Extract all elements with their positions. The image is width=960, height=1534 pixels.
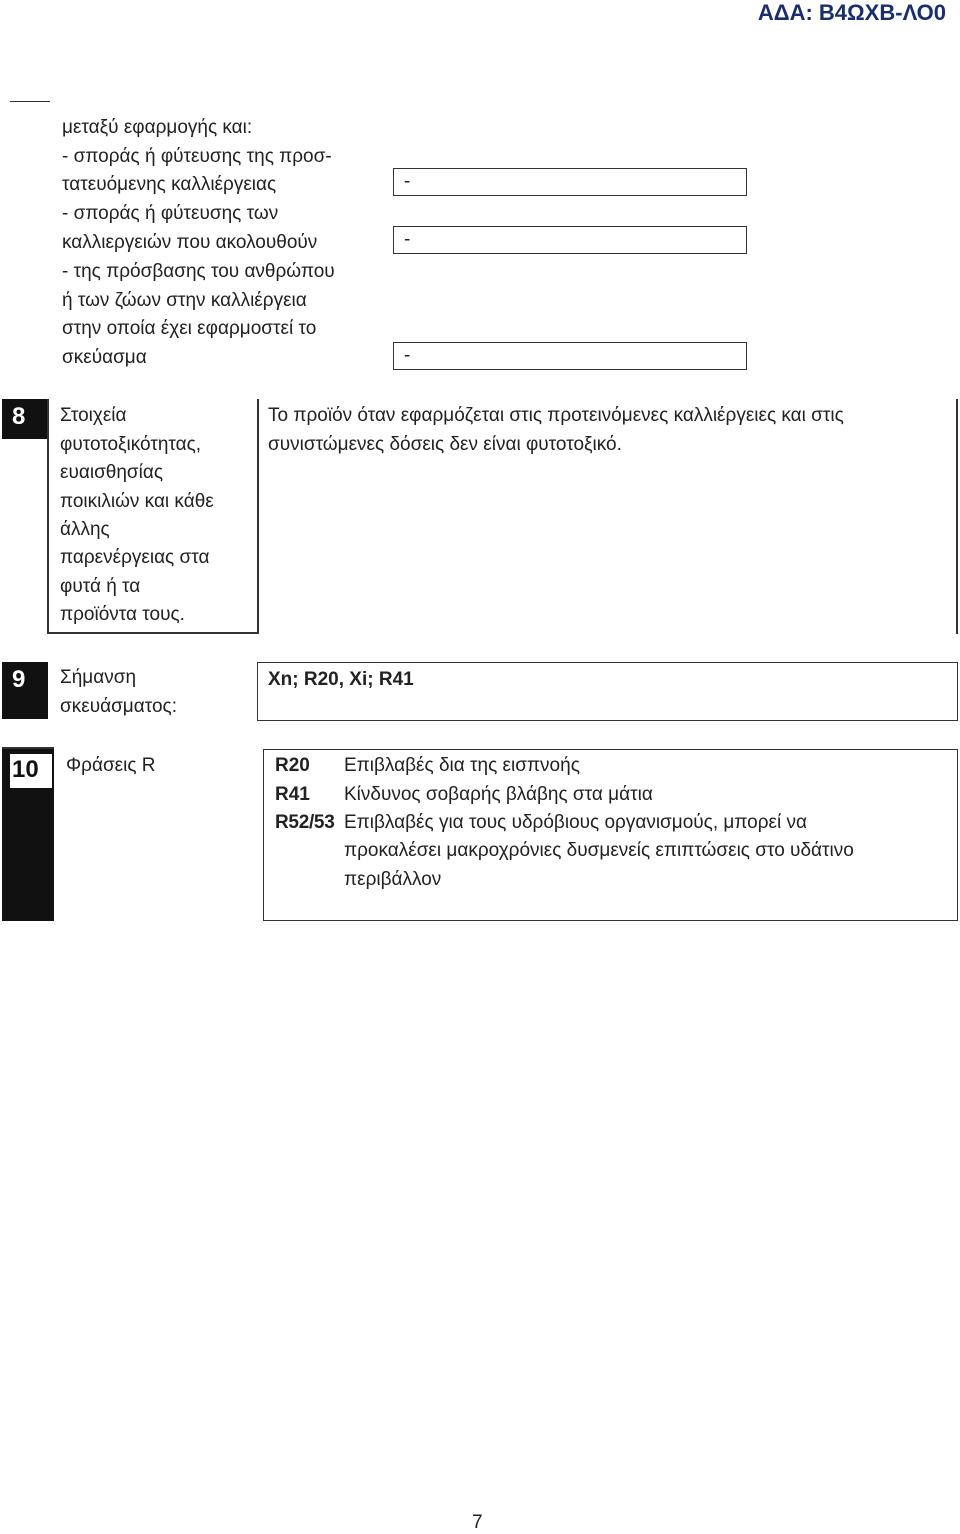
top-divider <box>10 101 50 102</box>
r-phrase-code: R41 <box>275 784 310 805</box>
sec8-bottom-border <box>47 632 259 634</box>
r-phrase-text: Επιβλαβές δια της εισπνοής <box>344 755 580 776</box>
sec7-value-box-3: - <box>393 342 747 370</box>
sec9-content-box <box>257 662 958 721</box>
sec7-line: στην οποία έχει εφαρμοστεί το <box>62 318 317 339</box>
sec7-line: - σποράς ή φύτευσης των <box>62 203 279 224</box>
sec9-content: Xn; R20, Xi; R41 <box>268 669 414 690</box>
section-10-number-label: 10 <box>10 754 52 788</box>
sec8-label-line: Στοιχεία <box>60 405 127 426</box>
sec8-label-line: προϊόντα τους. <box>60 604 185 625</box>
sec7-line: ή των ζώων στην καλλιέργεια <box>62 290 307 311</box>
sec7-value-box-2: - <box>393 226 747 254</box>
page-number: 7 <box>472 1512 483 1533</box>
sec8-left-border <box>47 399 49 634</box>
ada-code: ΑΔΑ: Β4ΩΧΒ-ΛΟ0 <box>757 0 946 25</box>
sec7-line: - της πρόσβασης του ανθρώπου <box>62 261 335 282</box>
r-phrase-code: R52/53 <box>275 812 335 833</box>
r-phrase-code: R20 <box>275 755 310 776</box>
sec7-line: τατευόμενης καλλιέργειας <box>62 174 277 195</box>
section-9-number: 9 <box>2 662 48 719</box>
sec8-label-line: φυτοτοξικότητας, <box>60 434 202 455</box>
sec8-label-line: φυτά ή τα <box>60 576 141 597</box>
sec8-right-border <box>956 399 958 634</box>
sec7-line: μεταξύ εφαρμογής και: <box>62 117 253 138</box>
section-8-number: 8 <box>2 399 48 439</box>
sec8-content-line: Το προϊόν όταν εφαρμόζεται στις προτεινόμενες καλλιέργειες και στις <box>268 405 844 426</box>
sec8-label-line: ποικιλιών και κάθε <box>60 491 214 512</box>
sec8-label-line: παρενέργειας στα <box>60 547 210 568</box>
sec8-label-line: άλλης <box>60 519 110 540</box>
r-phrase-text: περιβάλλον <box>344 869 442 890</box>
sec8-divider <box>257 399 259 634</box>
sec8-content-line: συνιστώμενες δόσεις δεν είναι φυτοτοξικό. <box>268 434 622 455</box>
sec9-label-line: Σήμανση <box>60 667 137 688</box>
sec7-line: σκεύασμα <box>62 347 147 368</box>
r-phrase-text: Επιβλαβές για τους υδρόβιους οργανισμούς, μπορεί να <box>344 812 808 833</box>
sec10-label: Φράσεις R <box>66 755 156 776</box>
r-phrase-text: προκαλέσει μακροχρόνιες δυσμενείς επιπτώσεις στο υδάτινο <box>344 840 854 861</box>
sec8-label-line: ευαισθησίας <box>60 462 164 483</box>
sec7-line: καλλιεργειών που ακολουθούν <box>62 232 318 253</box>
sec7-value-box-1: - <box>393 168 747 196</box>
sec9-label-line: σκευάσματος: <box>60 696 177 717</box>
r-phrase-text: Κίνδυνος σοβαρής βλάβης στα μάτια <box>344 784 653 805</box>
sec7-line: - σποράς ή φύτευσης της προσ- <box>62 146 332 167</box>
